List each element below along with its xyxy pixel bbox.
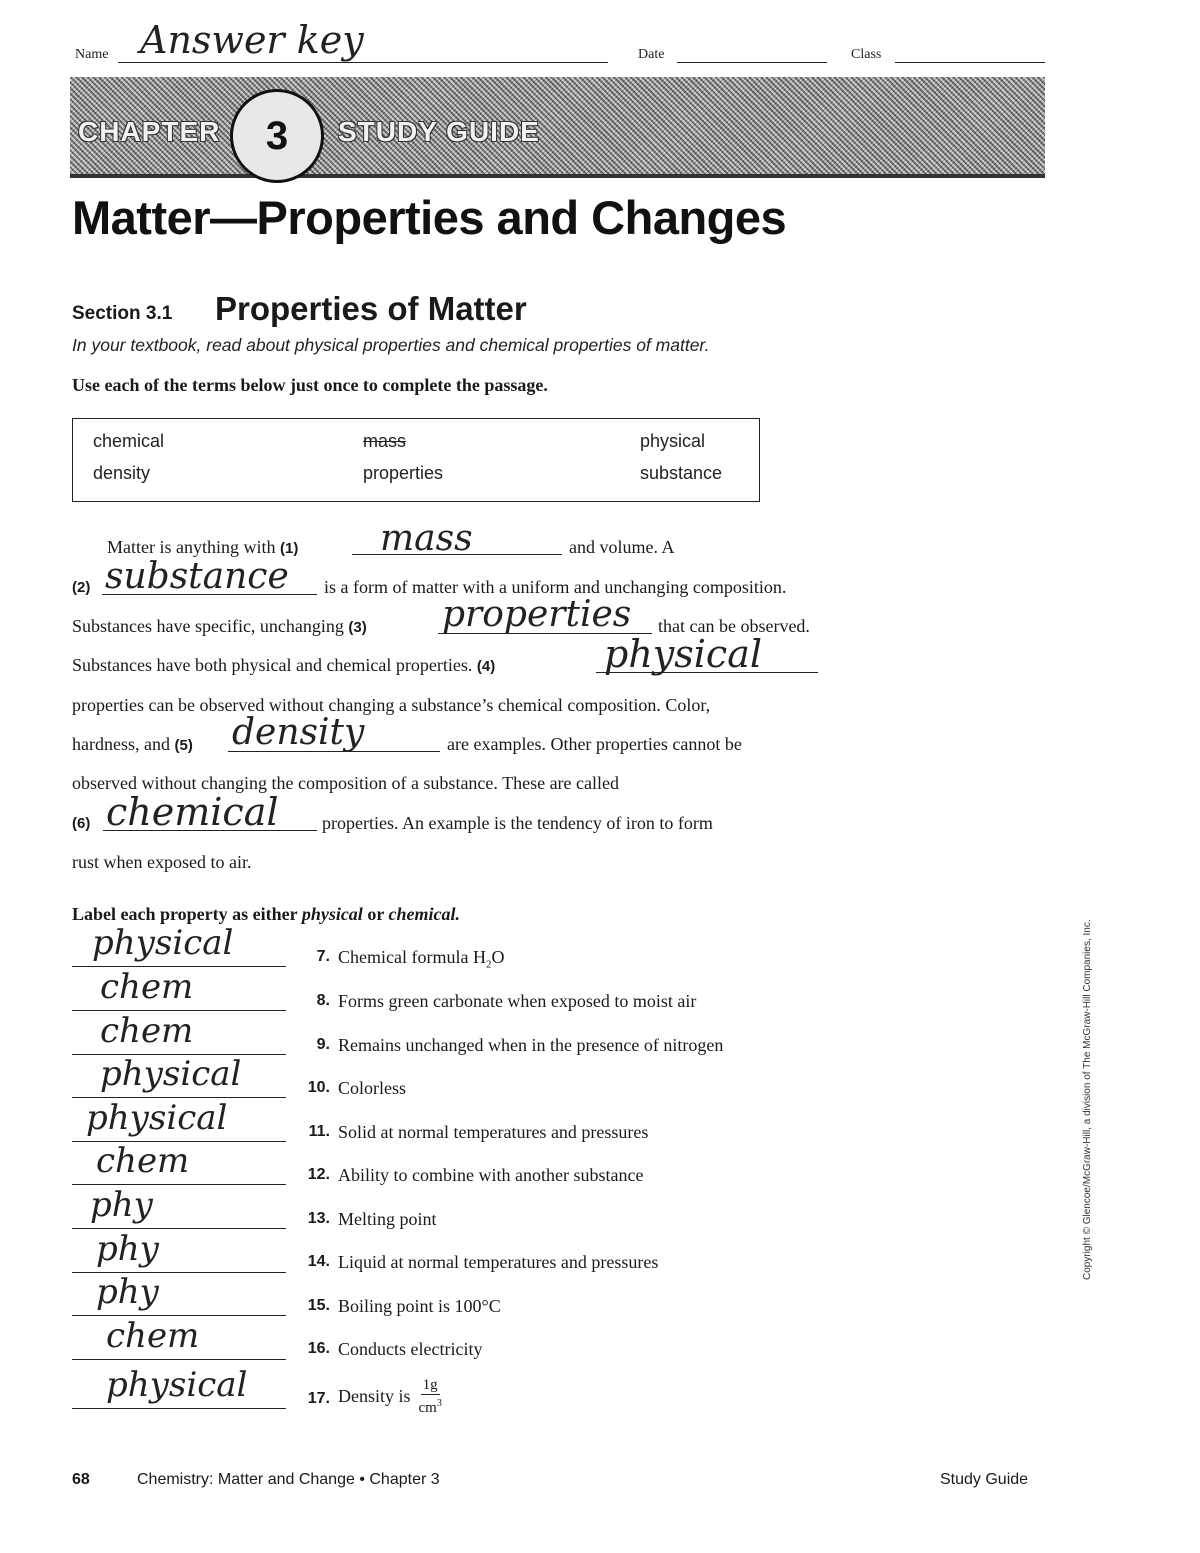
passage-text: are examples. Other properties cannot be (447, 734, 742, 754)
question-text-q15: Boiling point is 100°C (338, 1296, 501, 1316)
date-label: Date (638, 47, 665, 62)
question-number: 17. (307, 1390, 330, 1407)
blank-number: (4) (476, 658, 496, 675)
question-text-q7 (338, 947, 504, 971)
question-text-q10: Colorless (338, 1078, 407, 1098)
fraction-denominator-unit: cm (418, 1400, 437, 1416)
answer-q10: physical (100, 1054, 242, 1094)
passage-line-5: properties can be observed without changing a substance’s chemical composition. Color, (72, 695, 711, 715)
section-title: Properties of Matter (215, 290, 527, 327)
study-guide-label: STUDY GUIDE (338, 116, 540, 147)
passage-line-6 (72, 734, 193, 756)
question-number: 13. (307, 1210, 330, 1227)
answer-q16: chem (106, 1316, 200, 1356)
answer-q9: chem (100, 1011, 194, 1051)
term-substance: substance (640, 463, 723, 483)
question-number: 10. (307, 1079, 330, 1096)
section-number: Section 3.1 (72, 303, 173, 324)
passage-line-3 (72, 616, 367, 638)
passage-text: Substances have specific, unchanging (72, 616, 344, 636)
term-properties: properties (363, 463, 444, 483)
blank-answer-1: mass (380, 518, 473, 559)
blank-number: (3) (348, 619, 367, 636)
question-text-q17 (338, 1376, 442, 1417)
footer-study-guide: Study Guide (940, 1471, 1029, 1488)
question-text-q14: Liquid at normal temperatures and pressures (338, 1252, 659, 1272)
question-text-q12: Ability to combine with another substance (338, 1165, 644, 1185)
question-text-q8: Forms green carbonate when exposed to moist air (338, 991, 697, 1011)
blank-number: (1) (279, 540, 299, 557)
blank-answer-6: chemical (106, 790, 279, 834)
instruction-text: or (367, 904, 384, 924)
question-number: 16. (307, 1340, 330, 1357)
answer-q11: physical (86, 1098, 228, 1138)
term-box (72, 418, 760, 502)
answer-q14: phy (96, 1229, 159, 1269)
fraction-denominator (419, 1395, 442, 1417)
question-text-q13: Melting point (338, 1209, 437, 1229)
term-chemical: chemical (93, 431, 165, 451)
passage-line-4 (72, 655, 495, 677)
passage-line-7: observed without changing the composition of a substance. These are called (72, 773, 620, 793)
answer-q8: chem (100, 967, 194, 1007)
instruction-text: Label each property as either (72, 904, 298, 924)
blank-number: (2) (72, 579, 91, 596)
blank-answer-2: substance (105, 556, 289, 597)
section-intro: In your textbook, read about physical properties and chemical properties of matter. (72, 335, 710, 355)
copyright-text: Copyright © Glencoe/McGraw-Hill, a division of The McGraw-Hill Companies, Inc. (1082, 919, 1093, 1280)
class-label: Class (851, 47, 882, 62)
name-label: Name (75, 47, 109, 62)
question-number: 12. (307, 1166, 330, 1183)
fraction-exponent: 3 (436, 1398, 442, 1409)
copyright-notice (1082, 850, 1106, 1290)
instruction-term-physical: physical (301, 904, 363, 924)
passage-text: is a form of matter with a uniform and unchanging composition. (324, 577, 787, 597)
passage-text: Substances have both physical and chemical properties. (72, 655, 473, 675)
question-number: 9. (316, 1036, 330, 1053)
passage-text: and volume. A (569, 537, 675, 557)
date-line (677, 62, 827, 63)
answer-q17: physical (106, 1365, 248, 1405)
page-number: 68 (72, 1471, 90, 1488)
name-line (118, 62, 608, 63)
question-number: 14. (307, 1253, 330, 1270)
page-title: Matter—Properties and Changes (72, 191, 787, 244)
passage-text: properties. An example is the tendency of iron to form (322, 813, 713, 833)
question-text-q9: Remains unchanged when in the presence of nitrogen (338, 1035, 724, 1055)
answer-line (72, 1359, 286, 1360)
chapter-label: CHAPTER (78, 116, 221, 147)
question-text: O (491, 947, 505, 967)
answer-q13: phy (90, 1185, 153, 1225)
term-mass: mass (363, 431, 407, 451)
term-density: density (93, 463, 151, 483)
chapter-number-badge (230, 89, 324, 183)
blank-number: (5) (174, 737, 193, 754)
answer-q12: chem (96, 1141, 190, 1181)
instruction-term-chemical: chemical. (388, 904, 460, 924)
label-instruction (72, 904, 460, 925)
class-line (895, 62, 1045, 63)
blank-answer-3: properties (442, 594, 632, 635)
question-text: Density is (338, 1386, 411, 1406)
answer-line (72, 1408, 286, 1409)
passage-text: Matter is anything with (107, 537, 276, 557)
subscript: 2 (485, 958, 492, 971)
question-number: 7. (316, 948, 330, 965)
passage-line-9: rust when exposed to air. (72, 852, 252, 872)
question-text-q11: Solid at normal temperatures and pressures (338, 1122, 649, 1142)
blank-number: (6) (72, 815, 91, 832)
passage-instruction: Use each of the terms below just once to complete the passage. (72, 375, 548, 395)
answer-q15: phy (96, 1272, 159, 1312)
passage-text: hardness, and (72, 734, 170, 754)
density-fraction (419, 1376, 442, 1417)
question-number: 15. (307, 1297, 330, 1314)
name-value: Answer key (140, 18, 364, 62)
question-number: 11. (308, 1123, 330, 1140)
question-number: 8. (316, 992, 330, 1009)
blank-answer-4: physical (604, 632, 763, 676)
fraction-numerator: 1g (422, 1377, 438, 1393)
blank-answer-5: density (232, 712, 365, 753)
footer-book-title: Chemistry: Matter and Change • Chapter 3 (137, 1471, 440, 1488)
term-physical: physical (640, 431, 706, 451)
chapter-number: 3 (265, 113, 289, 158)
question-text-q16: Conducts electricity (338, 1339, 483, 1359)
passage-text: that can be observed. (658, 616, 810, 636)
question-text: Chemical formula H (338, 947, 486, 967)
answer-q7: physical (92, 923, 234, 963)
